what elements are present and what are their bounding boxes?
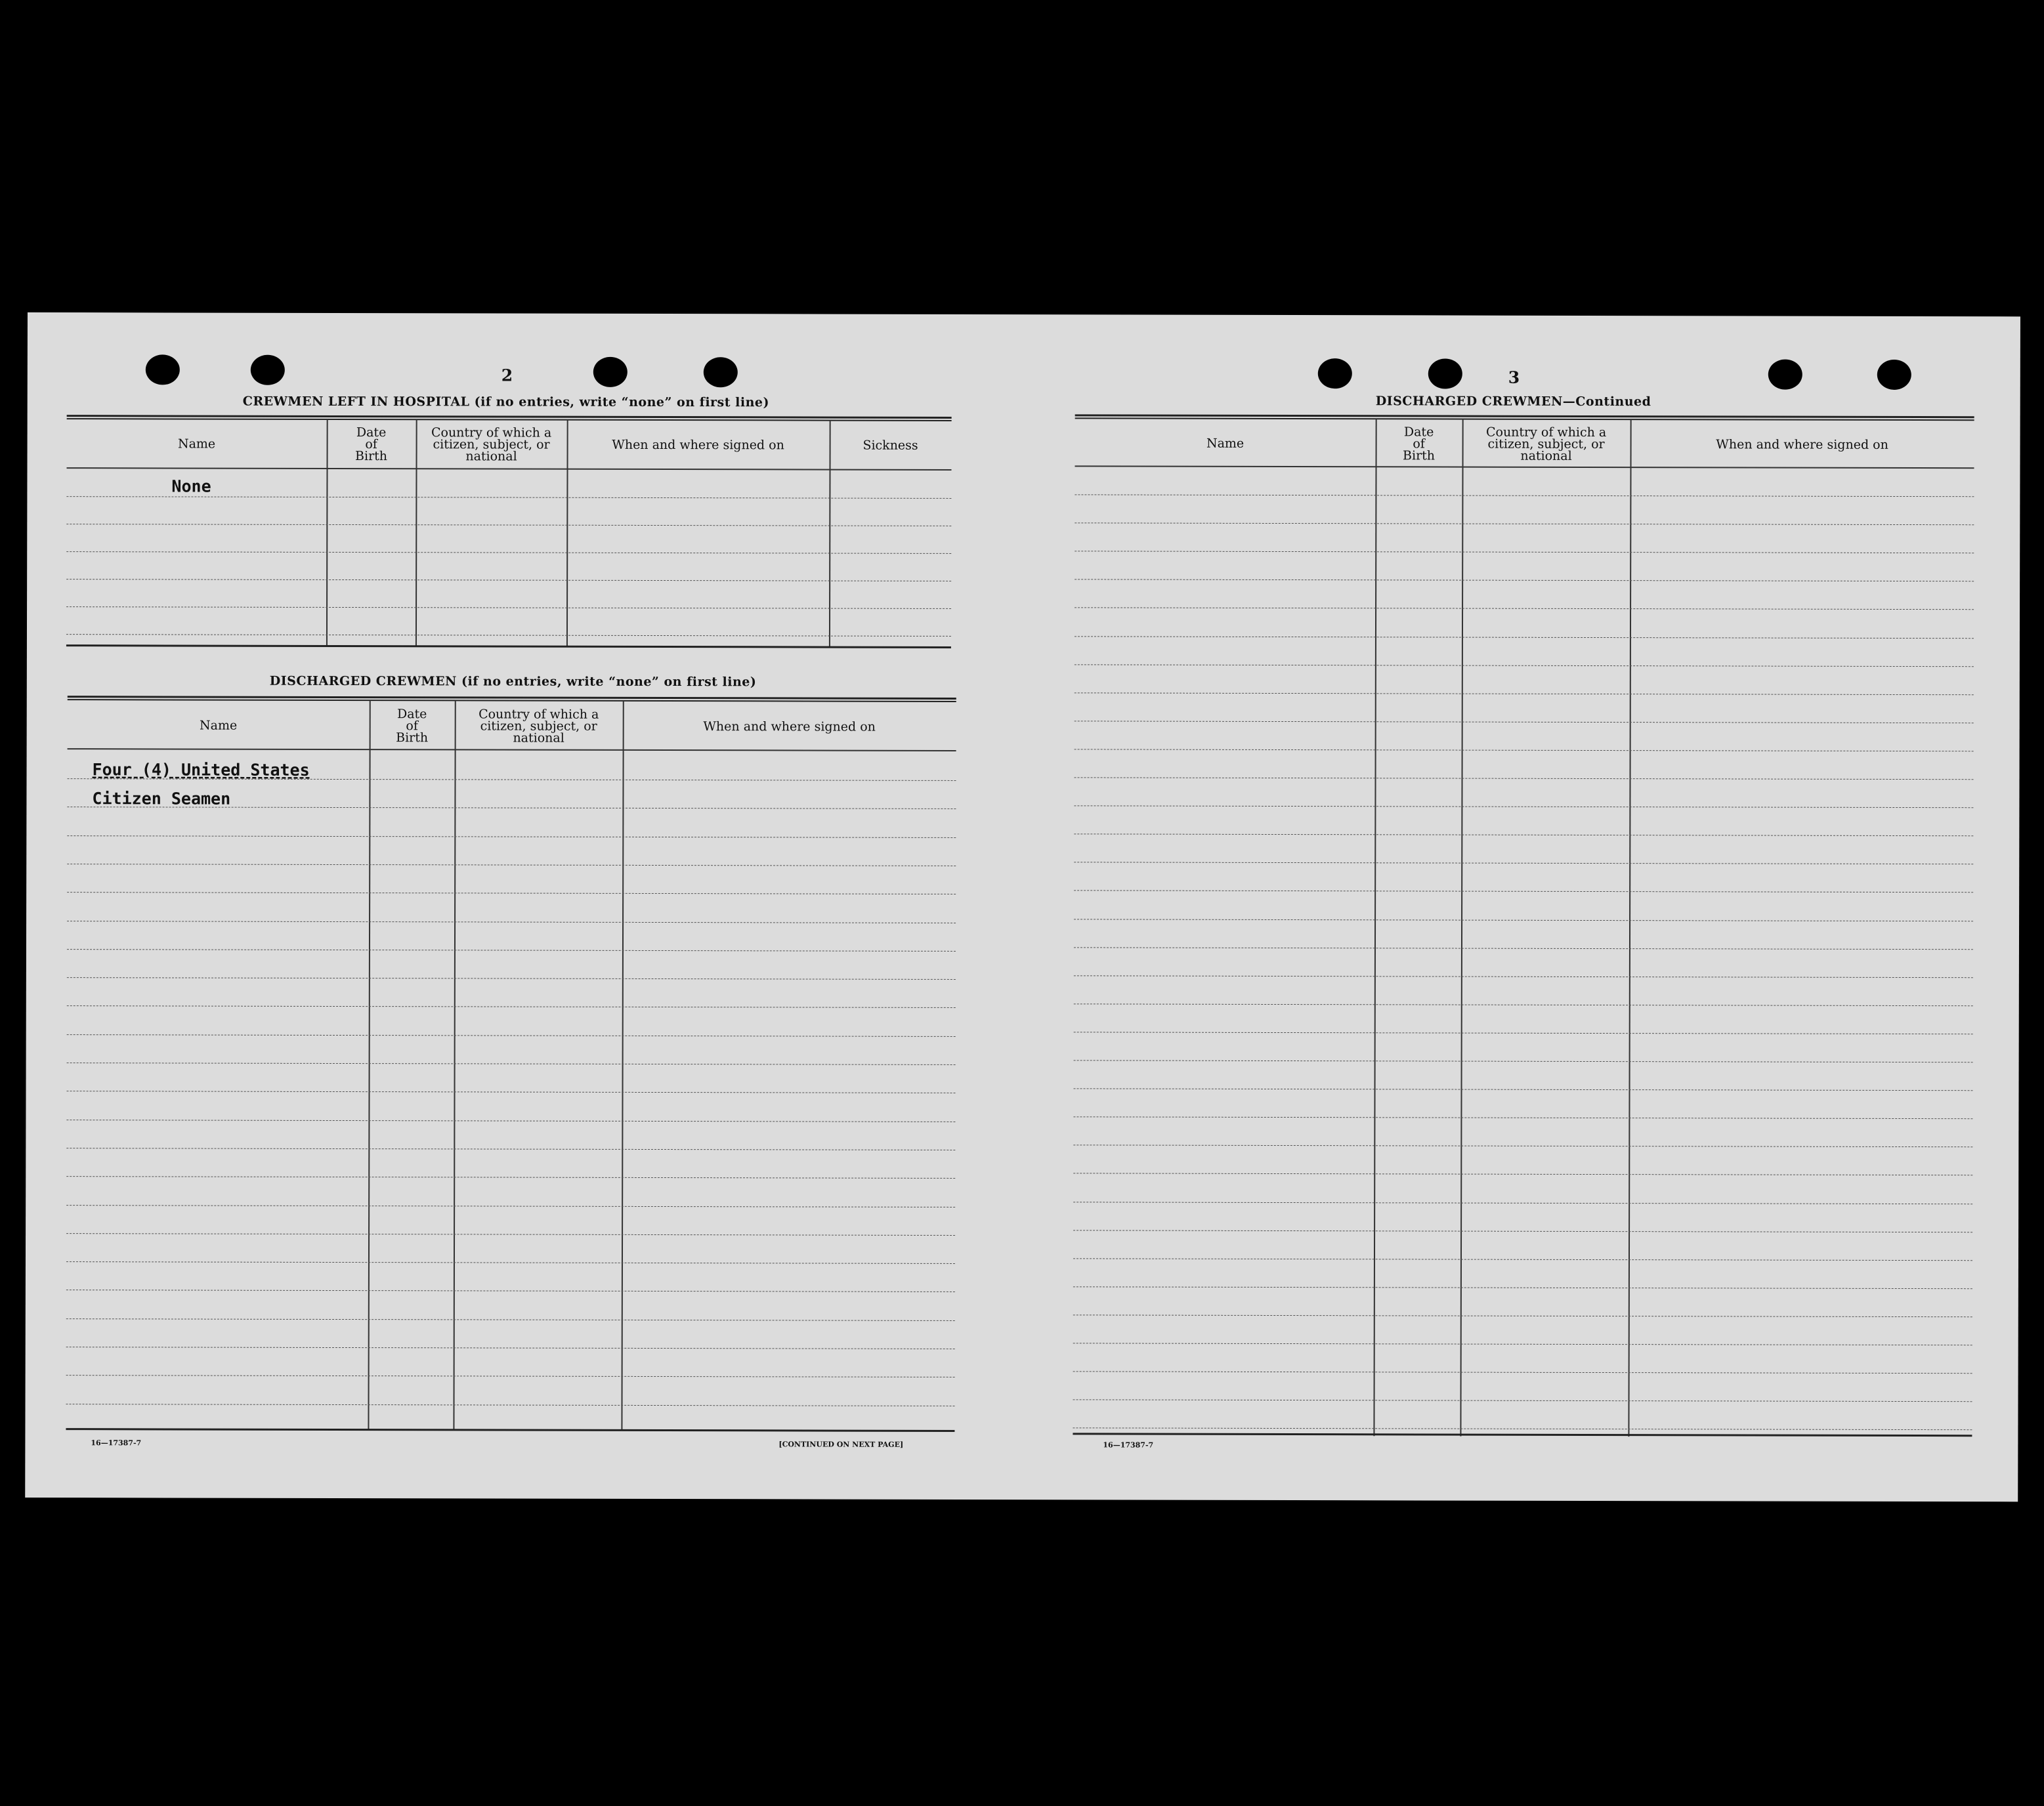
ruled-line <box>1073 1145 1972 1148</box>
ruled-line <box>67 1091 956 1093</box>
ruled-line <box>1074 891 1973 893</box>
ruled-line <box>66 1375 955 1377</box>
ruled-line <box>67 921 956 923</box>
ruled-line <box>1074 834 1973 837</box>
col-header-signed-on: When and where signed on <box>703 719 876 734</box>
ruled-line <box>1074 1003 1973 1006</box>
ruled-line <box>1075 664 1974 667</box>
ruled-line <box>67 835 956 838</box>
ruled-line <box>1073 1371 1972 1374</box>
col-header-country: Country of which a citizen, subject, or national <box>1485 425 1607 463</box>
form-number-left: 16—17387-7 <box>91 1438 142 1448</box>
ruled-line <box>1075 777 1974 780</box>
ruled-line <box>67 949 956 952</box>
ruled-line <box>1074 805 1973 808</box>
ruled-line <box>1073 1117 1972 1120</box>
document-sheet <box>25 312 2020 1502</box>
discharged-continued-title: DISCHARGED CREWMEN—Continued <box>1375 394 1651 410</box>
discharged-section-title: DISCHARGED CREWMEN (if no entries, write “none” on first line) <box>269 673 757 690</box>
ruled-line <box>1074 862 1973 865</box>
ruled-line <box>1075 636 1974 639</box>
ruled-line <box>1075 522 1974 525</box>
ruled-line <box>66 1318 955 1321</box>
ruled-line <box>66 1290 955 1293</box>
ruled-line <box>1073 1314 1972 1317</box>
punch-hole <box>1318 358 1352 388</box>
ruled-line <box>1073 1173 1972 1176</box>
col-header-date-of-birth: Date of Birth <box>355 425 388 464</box>
col-header-name: Name <box>1206 436 1245 451</box>
ruled-line <box>1075 579 1974 582</box>
col-header-name: Name <box>200 718 238 733</box>
ruled-line <box>1073 1258 1972 1261</box>
ruled-line <box>1074 1060 1973 1062</box>
ruled-line <box>1074 975 1973 978</box>
punch-hole <box>1428 358 1462 388</box>
ruled-line <box>67 1034 956 1037</box>
punch-hole <box>1768 360 1802 390</box>
ruled-line <box>1073 1400 1972 1402</box>
ruled-line <box>1075 721 1974 723</box>
discharged-entry-line-2: Citizen Seamen <box>92 789 231 808</box>
ruled-line <box>66 1120 955 1122</box>
punch-hole <box>146 354 180 385</box>
continued-note: [CONTINUED ON NEXT PAGE] <box>778 1440 904 1449</box>
ruled-line <box>1075 494 1974 497</box>
punch-hole <box>704 357 738 387</box>
discharged-entry-line-1: Four (4) United States <box>92 760 310 780</box>
ruled-line <box>1073 1428 1972 1431</box>
ruled-line <box>1075 749 1974 751</box>
col-header-country: Country of which a citizen, subject, or national <box>431 425 552 464</box>
ruled-line <box>66 1205 955 1208</box>
ruled-line <box>1074 919 1973 921</box>
ruled-line <box>67 977 956 980</box>
punch-hole <box>251 355 285 385</box>
ruled-line <box>1073 1202 1972 1204</box>
punch-hole <box>593 357 628 387</box>
ruled-line <box>1075 608 1974 610</box>
col-header-signed-on: When and where signed on <box>1716 437 1888 452</box>
col-header-country: Country of which a citizen, subject, or national <box>479 707 599 746</box>
punch-hole <box>1877 360 1911 390</box>
form-number-right: 16—17387-7 <box>1103 1440 1154 1450</box>
ruled-line <box>67 1062 956 1065</box>
ruled-line <box>1073 1230 1972 1232</box>
ruled-line <box>1073 1286 1972 1289</box>
ruled-line <box>66 1176 955 1179</box>
col-header-date-of-birth: Date of Birth <box>1403 425 1436 463</box>
ruled-line <box>1075 551 1974 554</box>
ruled-line <box>66 1347 955 1349</box>
ruled-line <box>66 1404 955 1406</box>
discharged-continued-table <box>1073 414 1974 1438</box>
page-number-right: 3 <box>1508 368 1520 387</box>
col-header-signed-on: When and where signed on <box>612 437 784 453</box>
ruled-line <box>1074 1032 1973 1034</box>
ruled-line <box>1074 947 1973 950</box>
ruled-line <box>67 864 956 866</box>
ruled-line <box>1073 1343 1972 1345</box>
ruled-line <box>66 1261 955 1264</box>
ruled-line <box>67 1006 956 1009</box>
ruled-line <box>1074 1088 1973 1091</box>
ruled-line <box>66 1233 955 1236</box>
col-header-sickness: Sickness <box>862 438 918 453</box>
col-header-date-of-birth: Date of Birth <box>396 707 429 746</box>
discharged-table <box>66 696 956 1433</box>
hospital-section-title: CREWMEN LEFT IN HOSPITAL (if no entries, write “none” on first line) <box>242 394 770 410</box>
col-header-name: Name <box>177 436 216 452</box>
ruled-line <box>66 1148 955 1150</box>
hospital-table <box>66 415 952 649</box>
hospital-entry-name: None <box>171 476 211 496</box>
ruled-line <box>1075 692 1974 695</box>
ruled-line <box>67 892 956 894</box>
page-number-left: 2 <box>501 366 513 385</box>
